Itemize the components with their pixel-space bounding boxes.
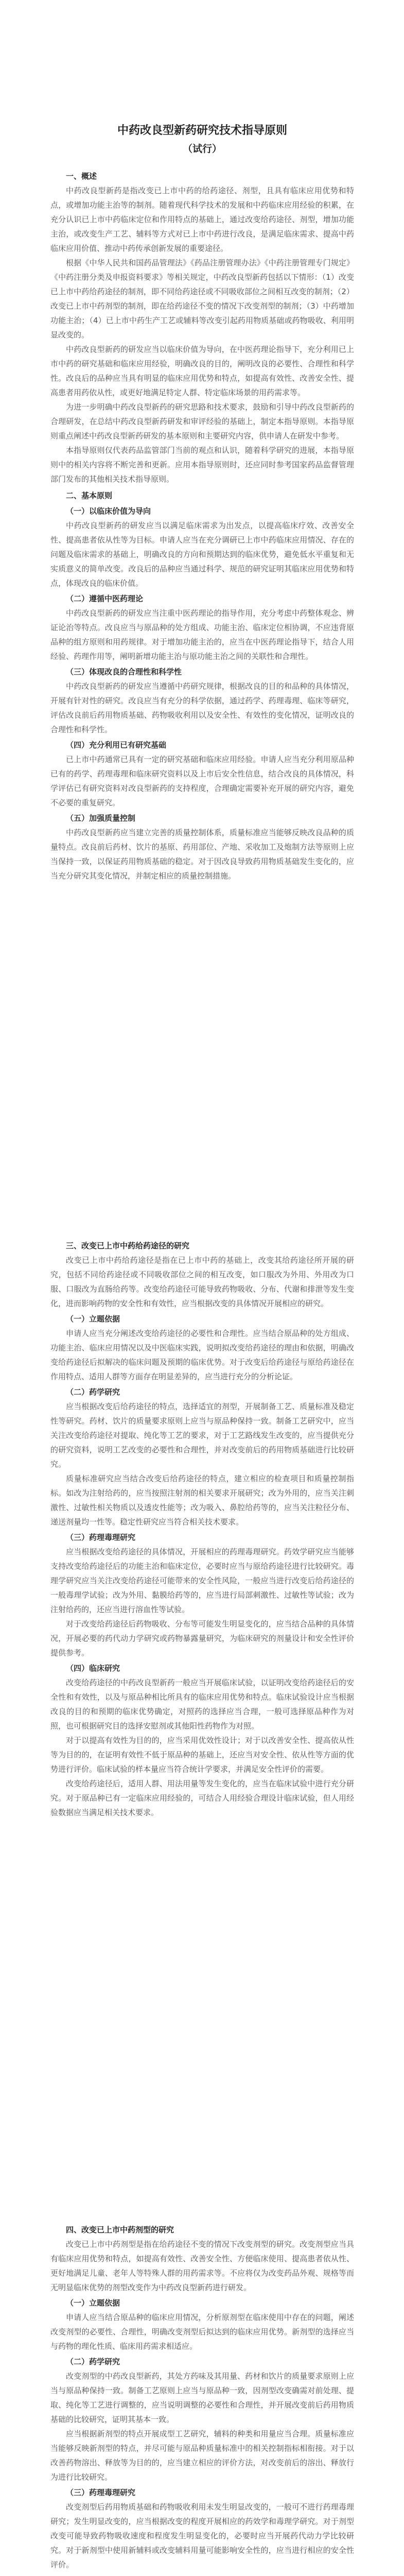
- subsection-heading: [50, 2573, 354, 2576]
- paragraph: 中药改良型新药应当建立完善的质量控制体系，质量标准应当能够反映改良品种的质量特点。改良前后药材、饮片的基原、药用部位、产地、采收加工及炮制方法等原则上应当保持一致，以保证药用物质基础的稳定。对于因改良导致药用物质基础发生变化的，应当充分研究其变化情况，并制定相应的质量控制措施。: [50, 828, 354, 880]
- paragraph: 改变已上市中药给药途径是指在已上市中药的基础上，改变其给药途径所开展的研究，包括不同给药途径或不同吸收部位之间的相互改变，如口服改为外用、外用改为口服、口服改为直肠给药等。改变给药途径可能导致药物吸收、分布、代谢和排泄等发生变化，进而影响药物的安全性和有效性，应当根据改变的具体情况开展相应的研究。: [50, 1256, 354, 1308]
- paragraph: 中药改良型新药的研发应当以满足临床需求为出发点，以提高临床疗效、改善安全性、提高患者依从性等为目标。申请人应当在充分调研已上市中药临床应用情况、存在的问题及临床需求的基础上，明确改良的方向和预期达到的临床优势，避免低水平重复和无实质意义的简单改变。改良后的品种应当通过科学、规范的研究证明其临床应用优势和特点，体现改良的临床价值。: [50, 521, 354, 588]
- paragraph: 改变剂型后药用物质基础和药物吸收利用未发生明显改变的，一般可不进行药理毒理研究；发生明显改变的，应当根据改变的程度开展相应的药效学和毒理学研究。对于剂型改变可能导致药物吸收速度和程度发生明显变化的，必要时应当开展药代动力学比较研究。对于新剂型中使用新辅料或改变辅料用量可能影响安全性的，应当进行相应的安全性评价。: [50, 2502, 354, 2569]
- page-1: [50, 122, 354, 1097]
- paragraph: 中药改良型新药是指改变已上市中药的给药途径、剂型，且具有临床应用优势和特点，或增加功能主治等的制剂。随着现代科学技术的发展和中药临床应用经验的积累，在充分认识已上市中药临床定位和作用特点的基础上，通过改变给药途径、剂型，增加功能主治，或改变生产工艺、辅料等方式对已上市中药进行改良，是满足临床需求、提高中药临床应用价值、推动中药传承创新发展的重要途径。: [50, 186, 354, 253]
- page-2: [50, 1236, 354, 2112]
- paragraph: 质量标准研究应当结合改变后给药途径的特点，建立相应的检查项目和质量控制指标。如改为注射给药的，应当按照注射剂的相关要求开展研究；改为外用的，应当关注刺激性、过敏性相关物质以及透皮性能等；改为吸入、鼻腔给药等的，应当关注粒径分布、递送剂量均一性等。稳定性研究应当符合相关技术要求。: [50, 1474, 354, 1527]
- paragraph: 改变剂型的中药改良型新药，其处方药味及其用量、药材和饮片的质量要求原则上应当与原品种保持一致。制备工艺原则上应当与原品种一致，因剂型改变确需对前处理、提取、纯化等工艺进行调整的，应当说明调整的必要性和合理性，并开展改变前后药用物质基础的比较研究，证明其基本一致。: [50, 2371, 354, 2424]
- subsection-heading: （二）药学研究: [66, 2357, 120, 2366]
- paragraph: 中药改良型新药的研发应当以临床价值为导向，在中医药理论指导下，充分利用已上市中药的研究基础和临床应用经验，明确改良的目的，阐明改良的必要性、合理性和科学性。改良后的品种应当具有明显的临床应用优势和特点，如提高有效性、改善安全性、提高患者用药依从性，或更好地满足特定人群、特定临床场景的用药需求等。: [50, 345, 354, 397]
- section-heading: 一、概述: [66, 172, 97, 181]
- paragraph: 申请人应当结合原品种的临床应用情况，分析原剂型在临床使用中存在的问题，阐述改变剂型的必要性、合理性，明确改变剂型后拟达到的临床应用优势。新剂型的选择应当与药物的理化性质、临床用药需求相适应。: [50, 2313, 354, 2351]
- paragraph: 改变已上市中药剂型是指在给药途径不变的情况下改变剂型的研究。改变剂型应当具有临床应用优势和特点，如提高有效性、改善安全性、方便临床使用、提高患者依从性、更好地满足儿童、老年人等特殊人群的用药需求等。不应将仅为改变药品外观、规格等而无明显临床优势的剂型改变作为中药改良型新药进行研发。: [50, 2240, 354, 2292]
- section-heading: 二、基本原则: [66, 491, 113, 500]
- paragraph: 中药改良型新药的研发应当注重中医药理论的指导作用，充分考虑中药整体观念、辨证论治等特点。改良应当与原品种的处方组成、功能主治、临床定位相协调，不应违背原品种的组方原则和用药规律。对于增加功能主治的，应当在中医药理论指导下，结合人用经验、药理作用等，阐明新增功能主治与原功能主治之间的关联性和合理性。: [50, 608, 354, 661]
- document-subtitle: （试行）: [182, 143, 222, 155]
- page-3: [50, 2221, 354, 2576]
- paragraph: 根据《中华人民共和国药品管理法》《药品注册管理办法》《中药注册管理专门规定》《中药注册分类及申报资料要求》等相关规定，中药改良型新药包括以下情形：（1）改变已上市中药给药途径的制剂，即不同给药途径或不同吸收部位之间相互改变的制剂；（2）改变已上市中药剂型的制剂，即在给药途径不变的情况下改变剂型的制剂；（3）中药增加功能主治；（4）已上市中药生产工艺或辅料等改变引起药用物质基础或药物吸收、利用明显改变的。: [50, 258, 354, 340]
- subsection-heading: （四）充分利用已有研究基础: [66, 740, 167, 750]
- subsection-heading: （一）以临床价值为导向: [66, 506, 151, 516]
- document-title: 中药改良型新药研究技术指导原则: [117, 124, 287, 137]
- paragraph: 应当根据改变后给药途径的特点，选择适宜的剂型，开展制备工艺、质量标准及稳定性等研究。药材、饮片的质量要求原则上应当与原品种保持一致。制备工艺研究中，应当关注改变给药途径对提取、纯化等工艺的要求，对于工艺路线发生改变的，应当提供充分的研究资料，说明工艺改变的必要性和合理性，并对改变前后的药用物质基础进行比较研究。: [50, 1402, 354, 1469]
- paragraph: 改变给药途径的中药改良型新药一般应当开展临床试验，以证明改变给药途径后的安全性和有效性，以及与原品种相比所具有的临床应用优势和特点。临床试验设计应当根据改良的目的和预期的临床优势确定，对照药的选择应当合理，一般可选择原品种作为对照，也可根据研究目的选择安慰剂或其他阳性药物作为对照。: [50, 1678, 354, 1731]
- subsection-heading: （一）立题依据: [66, 2298, 120, 2308]
- paragraph: 中药改良型新药的研发应当遵循中药研究规律，根据改良的目的和品种的具体情况，开展有针对性的研究。改良应当有充分的科学依据，通过药学、药理毒理、临床等研究，评估改良前后药用物质基础、药物吸收利用以及安全性、有效性的变化情况，证明改良的合理性和科学性。: [50, 682, 354, 734]
- subsection-heading: （二）药学研究: [66, 1387, 120, 1397]
- paragraph: 应当根据改变给药途径的具体情况，开展相应的药理毒理研究。药效学研究应当能够支持改变给药途径后的功能主治和临床定位，必要时应当与原给药途径进行比较研究。毒理学研究应当关注改变给药途径可能带来的安全性风险，一般应当进行改变后给药途径的一般毒理学试验；改为外用、黏膜给药等的，应当进行局部刺激性、过敏性等试验；改为注射给药的，还应当进行溶血性等试验。: [50, 1547, 354, 1614]
- paragraph: 对于以提高有效性为目的的，应当采用优效性设计；对于以改善安全性、提高依从性等为目的的，在证明有效性不低于原品种的基础上，还应当对安全性、依从性等方面的优势进行评价。临床试验的样本量应当符合统计学要求，并满足安全性评价的需要。: [50, 1736, 354, 1774]
- paragraph: 改变给药途径后，适用人群、用法用量等发生变化的，应当在临床试验中进行充分研究。对于原品种已有一定临床应用经验的，可结合人用经验合理设计临床试验，但人用经验数据应当满足相关技术要求。: [50, 1779, 354, 1817]
- subsection-heading: （三）药理毒理研究: [66, 1533, 136, 1542]
- subsection-heading: （五）加强质量控制: [66, 814, 136, 823]
- paragraph: 申请人应当充分阐述改变给药途径的必要性和合理性。应当结合原品种的处方组成、功能主治、临床应用情况以及中医临床实践，说明拟改变给药途径的理由和依据，明确改变给药途径后拟解决的临床问题及预期的临床优势。对于改变后给药途径与原给药途径在作用特点、适用人群等方面存在明显差异的，应当进行充分的分析论证。: [50, 1329, 354, 1381]
- subsection-heading: （三）药理毒理研究: [66, 2488, 136, 2497]
- section-heading: 三、改变已上市中药给药途径的研究: [66, 1241, 190, 1250]
- subsection-heading: （二）遵循中医药理论: [66, 594, 144, 603]
- paragraph: 本指导原则仅代表药品监管部门当前的观点和认识，随着科学研究的进展，本指导原则中的相关内容将不断完善和更新。应用本指导原则时，还应同时参考国家药品监督管理部门发布的其他相关技术指导原则。: [50, 446, 354, 484]
- paragraph: 应当根据新剂型的特点开展成型工艺研究，辅料的种类和用量应当合理。质量标准应当能够反映新剂型的特点，并尽可能与原品种质量标准中的相关控制指标相衔接。对于以改善药物溶出、释放等为目的的，应当建立相应的评价方法，对改变前后的溶出、释放行为进行比较研究。: [50, 2429, 354, 2482]
- subsection-heading: （一）立题依据: [66, 1314, 120, 1324]
- paragraph: 对于改变给药途径后药物吸收、分布等可能发生明显变化的，应当结合品种的具体情况，开展必要的药代动力学研究或药物暴露量研究，为临床研究的剂量设计和安全性评价提供参考。: [50, 1619, 354, 1657]
- paragraph: 已上市中药通常已具有一定的研究基础和临床应用经验。申请人应当充分利用原品种已有的药学、药理毒理和临床研究资料以及上市后安全性信息，结合改良的具体情况，科学评估已有研究资料对改良型新药的支持程度，合理确定需要补充开展的研究内容，避免不必要的重复研究。: [50, 755, 354, 807]
- section-heading: 四、改变已上市中药剂型的研究: [66, 2225, 174, 2234]
- subsection-heading: （四）临床研究: [66, 1664, 120, 1673]
- paragraph: 为进一步明确中药改良型新药的研究思路和技术要求，鼓励和引导中药改良型新药的合理研发，在总结中药改良型新药研发和审评经验的基础上，制定本指导原则。本指导原则重点阐述中药改良型新药研发的基本原则和主要研究内容，供申请人在研发中参考。: [50, 402, 354, 440]
- subsection-heading: （三）体现改良的合理性和科学性: [66, 667, 182, 676]
